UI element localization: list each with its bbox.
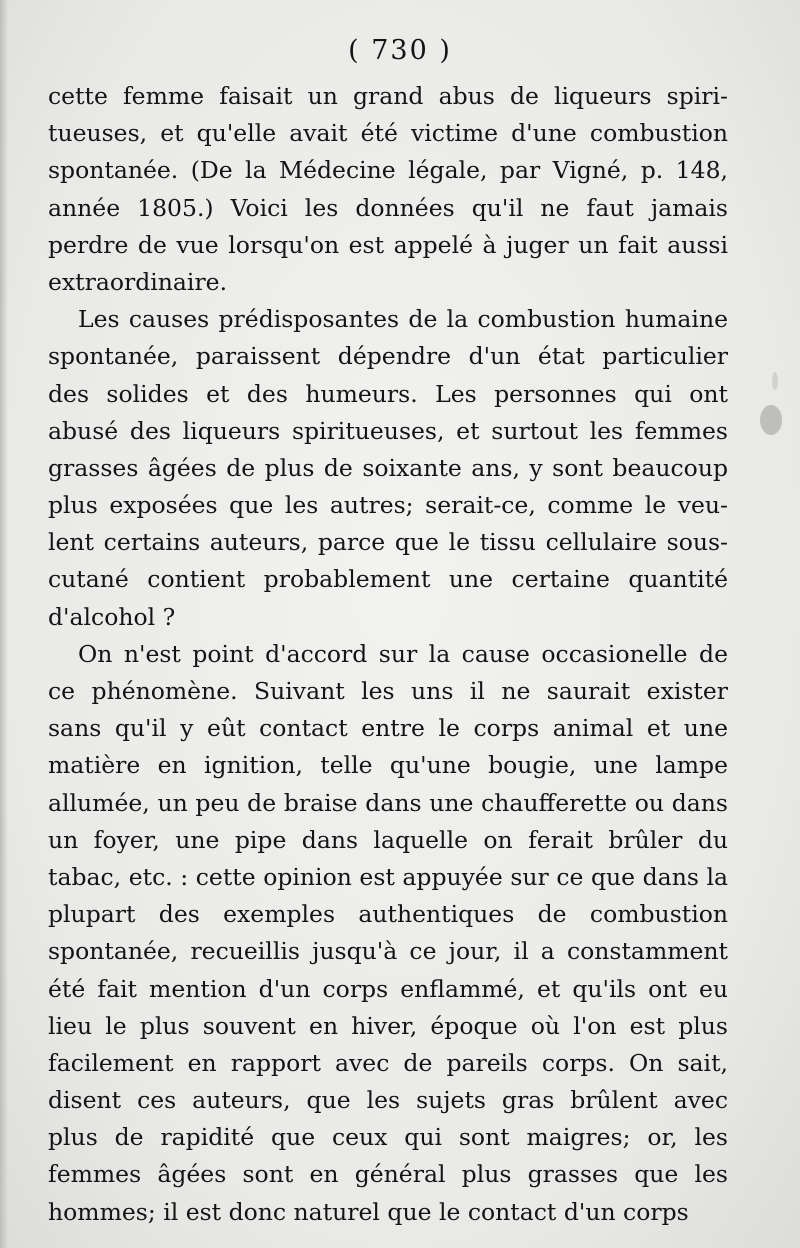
paragraph [48, 636, 728, 1231]
text-line: d'alcohol ? [48, 602, 176, 631]
text-line: Les causes prédisposantes de la combustion humaine [78, 305, 728, 334]
text-line: abusé des liqueurs spiritueuses, et surtout les femmes [48, 416, 728, 445]
text-line: perdre de vue lorsqu'on est appelé à juger un fait aussi [48, 230, 728, 259]
text-line: un foyer, une pipe dans laquelle on ferait brûler du [48, 825, 728, 854]
text-line: plus exposées que les autres; serait-ce, comme le veu- [48, 491, 728, 520]
text-line: ce phénomène. Suivant les uns il ne saurait exister [48, 677, 728, 705]
text-line: disent ces auteurs, que les sujets gras brûlent avec [48, 1086, 728, 1115]
text-line: spontanée. (De la Médecine légale, par Vigné, p. 148, [48, 156, 728, 185]
text-line: plupart des exemples authentiques de combustion [48, 900, 728, 929]
text-line: spontanée, recueillis jusqu'à ce jour, il a constamment [48, 937, 728, 966]
stain-mark [772, 372, 778, 390]
paragraph [48, 78, 728, 301]
text-line: spontanée, paraissent dépendre d'un état particulier [48, 342, 728, 371]
text-line: hommes; il est donc naturel que le contact d'un corps [48, 1197, 689, 1226]
text-line: facilement en rapport avec de pareils corps. On sait, [48, 1048, 728, 1077]
text-line: tueuses, et qu'elle avait été victime d'une combustion [48, 119, 728, 148]
text-line: sans qu'il y eût contact entre le corps animal et une [48, 714, 728, 743]
text-line: cette femme faisait un grand abus de liqueurs spiri- [48, 82, 728, 110]
page-number: ( 730 ) [348, 35, 452, 66]
text-line: été fait mention d'un corps enflammé, et qu'ils ont eu [48, 974, 728, 1003]
text-line: femmes âgées sont en général plus grasses que les [48, 1160, 728, 1189]
text-line: On n'est point d'accord sur la cause occasionelle de [78, 639, 728, 668]
text-line: extraordinaire. [48, 267, 228, 296]
text-line: des solides et des humeurs. Les personnes qui ont [48, 379, 728, 408]
text-line: année 1805.) Voici les données qu'il ne faut jamais [48, 193, 728, 222]
text-line: tabac, etc. : cette opinion est appuyée sur ce que dans la [48, 862, 728, 891]
text-line: matière en ignition, telle qu'une bougie, une lampe [48, 751, 728, 780]
body-text [48, 78, 728, 1231]
page-gutter-shadow [0, 0, 8, 1248]
text-line: grasses âgées de plus de soixante ans, y sont beaucoup [48, 453, 728, 482]
text-line: lent certains auteurs, parce que le tissu cellulaire sous- [48, 528, 728, 557]
paragraph [48, 301, 728, 636]
text-line: plus de rapidité que ceux qui sont maigres; or, les [48, 1123, 728, 1152]
text-line: cutané contient probablement une certaine quantité [48, 565, 728, 594]
stain-mark [760, 405, 782, 435]
text-line: lieu le plus souvent en hiver, époque où l'on est plus [48, 1011, 728, 1040]
text-line: allumée, un peu de braise dans une chaufferette ou dans [48, 788, 728, 817]
